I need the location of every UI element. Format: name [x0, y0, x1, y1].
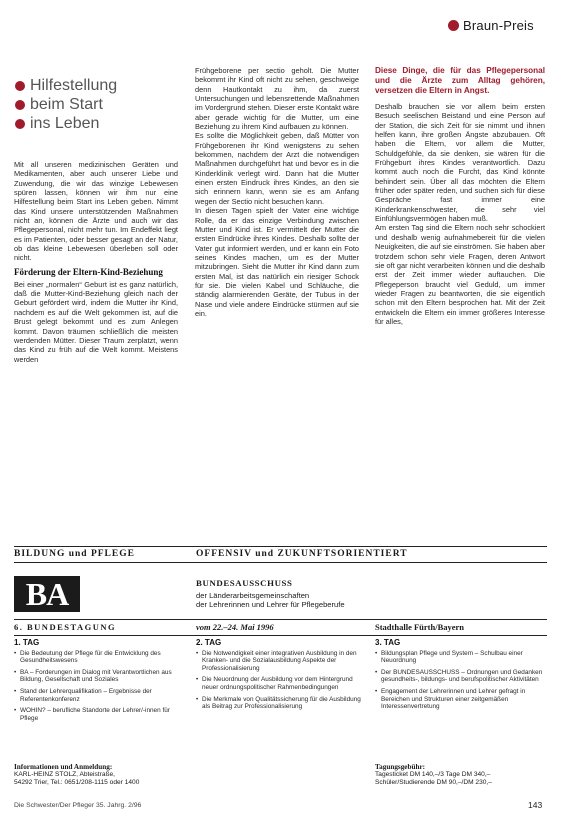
ad-heading-right: OFFENSIV und ZUKUNFTSORIENTIERT	[196, 549, 408, 559]
column3-paragraph-2: Am ersten Tag sind die Eltern noch sehr schockiert und deshalb wenig aufnahmebereit für die vielen Neuigkeiten, die auf sie einströmen. Sie haben aber trotzdem schon sehr viele Fragen, deren Antwort sie oft gar nicht verarbeiten können und die deshalb erst der Zeit immer wieder auftauchen. Die Pflegeperson braucht viel Geduld, um immer wieder Fragen zu beantworten, die sie eigentlich schon mit den Eltern besprochen hat. Mit der Zeit entwickeln die Eltern ein immer größeres Interesse für alles,	[375, 223, 545, 326]
day-2-program	[196, 639, 364, 715]
day-1-item: • Stand der Lehrerqualifikation – Ergebnisse der Referentenkonferenz	[14, 688, 184, 703]
org-line-1: der Länderarbeitsgemeinschaften	[196, 591, 310, 600]
fees-line-2: Schüler/Studierende DM 90,–/DM 230,–	[375, 779, 492, 787]
article-column-2	[195, 66, 359, 318]
info-name: KARL-HEINZ STOLZ, Abteistraße,	[14, 771, 116, 779]
day-2-item: • Die Notwendigkeit einer integrativen Ausbildung in den Kranken- und die Sozialausbildung Aspekte der Professionalisierung	[196, 650, 364, 673]
section-heading: Förderung der Eltern-Kind-Beziehung	[14, 266, 163, 277]
day-1-title: 1. TAG	[14, 638, 40, 647]
event-dates: vom 22.–24. Mai 1996	[196, 622, 274, 632]
info-title: Informationen und Anmeldung:	[14, 763, 113, 771]
event-title: 6. BUNDESTAGUNG	[14, 622, 117, 632]
org-title: BUNDESAUSSCHUSS	[196, 578, 293, 588]
ad-heading-left: BILDUNG und PFLEGE	[14, 549, 135, 559]
column2-paragraph-1: Frühgeborene per sectio geholt. Die Mutter bekommt ihr Kind oft nicht zu sehen, geschweige denn Hautkontakt zu ihm, da zuerst Untersuchungen und lebensrettende Maßnahmen im Vordergrund stehen. Dieser erste Kontakt wäre aber gerade wichtig für die Mutter, um eine Beziehung zu ihrem Kind aufbauen zu können.	[195, 66, 359, 132]
day-3-title: 3. TAG	[375, 638, 401, 647]
column1-paragraph-2: Bei einer „normalen“ Geburt ist es ganz natürlich, daß die Mutter-Kind-Beziehung gleich nach der Geburt gefördert wird, indem die Mutter ihr Kind, nachdem es auf die Welt gekommen ist, auf die Brust gelegt bekommt und es zum Anlegen kommt. Davon träumen schließlich die meisten werdenden Mütter. Dieser Traum zerplatzt, wenn das Kind zu früh auf die Welt kommt. Meistens werden	[14, 279, 178, 364]
intro-paragraph: Mit all unseren medizinischen Geräten und Medikamenten, aber auch unserer Liebe und Zuwendung, die wir das winzige Lebewesen spüren lassen, können wir ihm nur eine Hilfestellung beim Start ins Leben geben. Nimmt das Kind unsere unterstützenden Maßnahmen nicht an, können die Ärzte und auch wir das Pflegepersonal, nicht mehr tun. Im Endeffekt liegt es im Patienten, oder besser gesagt an der Natur, ob das kleine Lebewesen überleben soll oder nicht.	[14, 160, 178, 263]
ad-top-rule	[14, 546, 547, 547]
day-1-item: • BA – Forderungen im Dialog mit Verantwortlichen aus Bildung, Gesellschaft und Soziales	[14, 669, 184, 684]
fee-info	[375, 763, 545, 788]
info-address: 54292 Trier, Tel.: 0651/208-1115 oder 1400	[14, 779, 140, 787]
day-2-item: • Die Merkmale von Qualitätssicherung für die Ausbildung als Beitrag zur Professionalisierung	[196, 696, 364, 711]
brand-text: Braun-Preis	[463, 18, 534, 33]
day-3-program	[375, 639, 545, 715]
fees-title: Tagungsgebühr:	[375, 763, 426, 771]
day-2-item: • Die Neuordnung der Ausbildung vor dem Hintergrund neuer ordnungspolitischer Rahmenbedingungen	[196, 676, 364, 691]
ad-event-rule-top	[14, 619, 547, 620]
title-line-1: Hilfestellung	[14, 76, 174, 95]
day-3-item: • Engagement der Lehrerinnen und Lehrer gefragt in Bereichen und Strukturen einer zeitgemäßen Interessenvertretung	[375, 688, 545, 711]
org-line-2: der Lehrerinnen und Lehrer für Pflegeberufe	[196, 600, 345, 609]
registration-info	[14, 763, 214, 788]
footer-source: Die Schwester/Der Pfleger 35. Jahrg. 2/96	[14, 802, 142, 809]
column2-paragraph-2: Es sollte die Möglichkeit geben, daß Mütter von Frühgeborenen ihr Kind wenigstens zu sehen bekommen, nachdem der Arzt die notwendigen Maßnahmen durchgeführt hat und bevor es in die Kinderklinik verlegt wird. Dann hat die Mutter einen ersten Eindruck ihres Kindes, an den sie sich erinnern kann, wenn sie es am Anfang wegen der Sectio nicht besuchen kann.	[195, 131, 359, 206]
article-column-3	[375, 66, 545, 326]
title-line-3: ins Leben	[14, 114, 174, 133]
ad-heading-rule	[14, 562, 547, 563]
page-number: 143	[528, 800, 543, 810]
article-column-1	[14, 160, 178, 364]
lead-quote: Diese Dinge, die für das Pflegepersonal und die Ärzte zum Alltag gehören, versetzen die Eltern in Angst.	[375, 66, 545, 95]
column3-paragraph-1: Deshalb brauchen sie vor allem beim ersten Besuch seelischen Beistand und eine Person auf der Station, die sich Zeit für sie nimmt und ihnen helfen kann, ihre großen Ängste abzubauen. Oft haben die Eltern, vor allem die Mutter, Schuldgefühle, da sie denken, sie wären für die Frühgeburt ihres Kindes verantwortlich. Dazu kommt auch noch die Furcht, das Kind könnte behindert sein. Über all das möchten die Eltern früher oder später reden, und suchen sich für diese Gespräche fast immer eine Kinderkrankenschwester, die sehr viel Einfühlungsvermögen haben muß.	[375, 102, 545, 224]
event-venue: Stadthalle Fürth/Bayern	[375, 622, 465, 632]
day-1-item: • WOHIN? – berufliche Standorte der Lehrer/-innen für Pflege	[14, 707, 184, 722]
ad-event-rule-bottom	[14, 635, 547, 636]
column2-paragraph-3: In diesen Tagen spielt der Vater eine wichtige Rolle, da er das einzige Verbindung zwischen Mutter und Kind ist. Er vermittelt der Mutter die ersten Eindrücke ihres Kindes. Deshalb sollte der Vater gut informiert werden, und er kann ein Foto seines Kindes machen, um es der Mutter mitzubringen. Sieht die Mutter ihr Kind dann zum ersten Mal, ist das natürlich ein riesiger Schock für sie. Die vielen Kabel und Schläuche, die ständig alarmierenden Geräte, der Tubus in der Nase und viele andere Eindrücke stürmen auf sie ein.	[195, 206, 359, 318]
day-3-item: • Bildungsplan Pflege und System – Schulbau einer Neuordnung	[375, 650, 545, 665]
fees-line-1: Tagesticket DM 140,–/3 Tage DM 340,–	[375, 771, 491, 779]
ba-logo: BA	[14, 576, 80, 612]
brand-dot-icon	[448, 20, 459, 31]
day-3-item: • Der BUNDESAUSSCHUSS – Ordnungen und Gedanken gesundheits-, bildungs- und berufspolitischer Aktivitäten	[375, 669, 545, 684]
brand-label	[448, 18, 534, 33]
day-2-title: 2. TAG	[196, 638, 222, 647]
day-1-program	[14, 639, 184, 726]
day-1-item: • Die Bedeutung der Pflege für die Entwicklung des Gesundheitswesens	[14, 650, 184, 665]
article-title	[14, 76, 174, 133]
title-line-2: beim Start	[14, 95, 174, 114]
